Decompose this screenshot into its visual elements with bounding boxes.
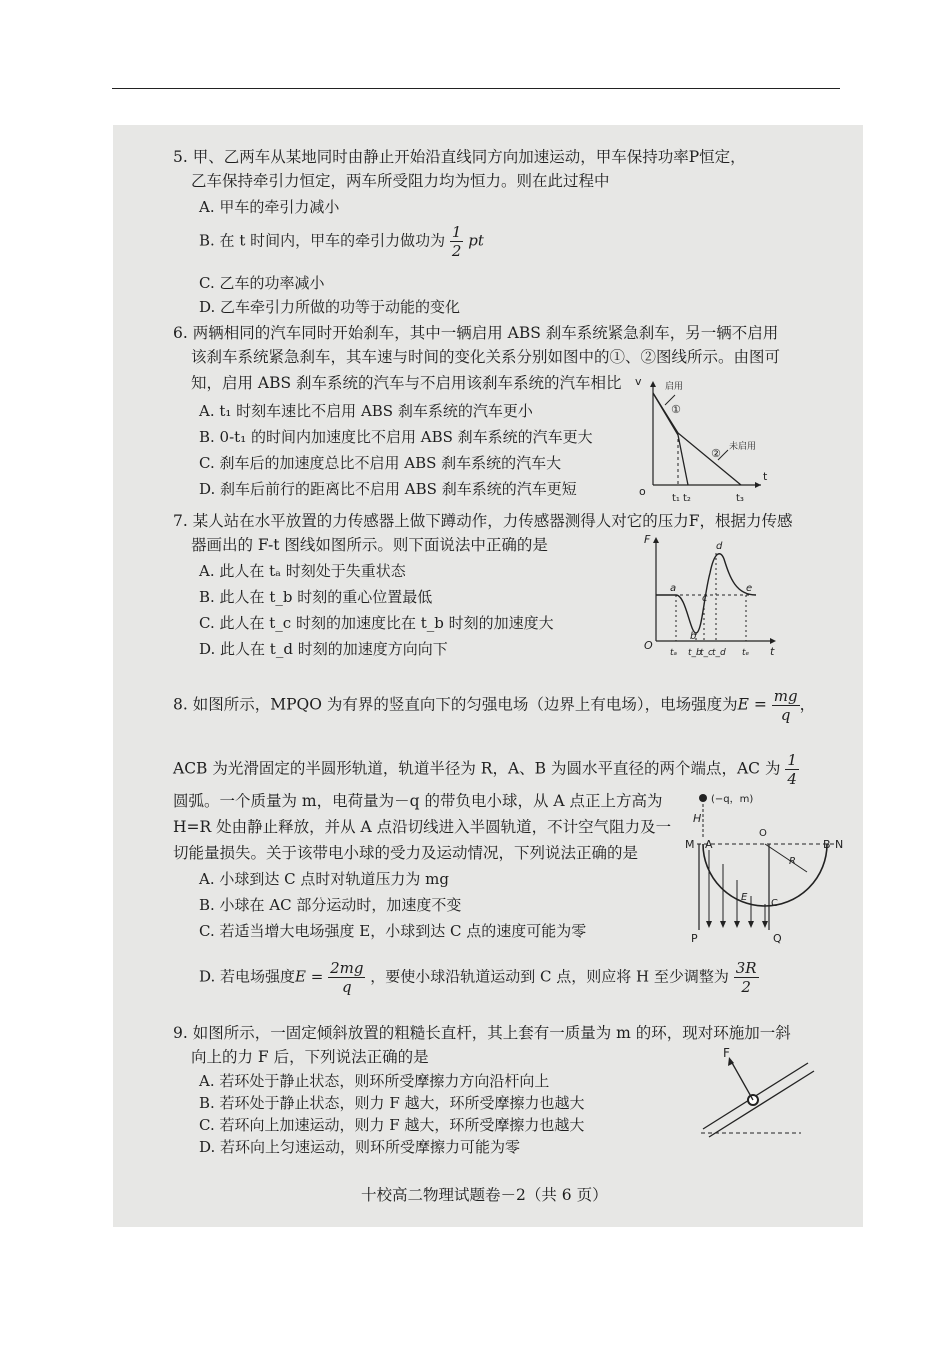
point-e-label: e: [746, 583, 753, 594]
q8-option-d: D. 若电场强度E = $\frac{2mg}{q}$ ，要使小球沿轨道运动到 C 点，则应将 H 至少调整为 $\frac{3R}{2}$: [199, 959, 757, 996]
q6-option-d: D. 刹车后前行的距离比不启用 ABS 刹车系统的汽车更短: [199, 480, 577, 498]
t3-label: t₃: [736, 493, 744, 504]
q8-line2: ACB 为光滑固定的半圆形轨道，轨道半径为 R，A、B 为圆水平直径的两个端点，AC 为 $\frac{1}{4}$: [173, 751, 797, 788]
q7-option-b: B. 此人在 t_b 时刻的重心位置最低: [199, 588, 433, 606]
M-label: M: [685, 838, 695, 851]
Q-label: Q: [773, 932, 782, 945]
q8-option-b: B. 小球在 AC 部分运动时，加速度不变: [199, 896, 462, 914]
F-label: F: [723, 1046, 730, 1060]
O-label: O: [759, 828, 767, 839]
curve-1-label: ①: [671, 403, 681, 416]
tb-label: t_b: [688, 648, 702, 658]
point-c-label: c: [702, 593, 708, 604]
F-axis-label: F: [644, 533, 651, 546]
q9-option-b: B. 若环处于静止状态，则力 F 越大，环所受摩擦力也越大: [199, 1094, 585, 1112]
A-label: A: [705, 838, 713, 851]
q8-option-c: C. 若适当增大电场强度 E，小球到达 C 点的速度可能为零: [199, 922, 587, 940]
t-axis-label: t: [770, 645, 775, 658]
te-label: tₑ: [742, 648, 750, 658]
q9-option-a: A. 若环处于静止状态，则环所受摩擦力方向沿杆向上: [199, 1072, 550, 1090]
q5-option-a: A. 甲车的牵引力减小: [199, 198, 340, 216]
v-axis-label: v: [635, 375, 642, 388]
point-a-label: a: [670, 583, 677, 594]
header-rule: [112, 88, 840, 89]
q5-option-b: B. 在 t 时间内，甲车的牵引力做功为 $\frac{1}{2}$ pt: [199, 223, 484, 260]
q5-line1: 5. 甲、乙两车从某地同时由静止开始沿直线同方向加速运动，甲车保持功率P恒定，: [173, 148, 746, 166]
q9-line2: 向上的力 F 后，下列说法正确的是: [191, 1048, 429, 1066]
q9-option-c: C. 若环向上加速运动，则力 F 越大，环所受摩擦力也越大: [199, 1116, 585, 1134]
q6-option-a: A. t₁ 时刻车速比不启用 ABS 刹车系统的汽车更小: [199, 402, 533, 420]
B-label: B: [823, 838, 831, 851]
q7-option-d: D. 此人在 t_d 时刻的加速度方向向下: [199, 640, 448, 658]
P-label: P: [691, 932, 698, 945]
q8-line4: H=R 处由静止释放，并从 A 点沿切线进入半圆轨道，不计空气阻力及一: [173, 818, 672, 836]
q8-line1: 8. 如图所示，MPQO 为有界的竖直向下的匀强电场（边界上有电场），电场强度为E = $\frac{mg}{q}$ ，: [173, 687, 816, 724]
E-label: E: [741, 892, 748, 903]
q7-option-a: A. 此人在 tₐ 时刻处于失重状态: [199, 562, 406, 580]
curve-2-label: ②: [711, 447, 721, 460]
q5-option-d: D. 乙车牵引力所做的功等于动能的变化: [199, 298, 461, 316]
q8-option-a: A. 小球到达 C 点时对轨道压力为 mg: [199, 870, 449, 888]
N-label: N: [835, 838, 844, 851]
label-qiyong: 启用: [665, 382, 684, 392]
q8-field-diagram: [673, 790, 843, 945]
page-footer: 十校高二物理试题卷－2（共 6 页）: [361, 1186, 608, 1204]
q7-option-c: C. 此人在 t_c 时刻的加速度比在 t_b 时刻的加速度大: [199, 614, 554, 632]
fraction-one-quarter: $\frac{1}{4}$: [787, 751, 797, 788]
q6-line3: 知，启用 ABS 刹车系统的汽车与不启用该刹车系统的汽车相比: [191, 374, 622, 392]
q7-line1: 7. 某人站在水平放置的力传感器上做下蹲动作，力传感器测得人对它的压力F，根据力传感: [173, 512, 793, 530]
tc-label: t_c: [700, 648, 713, 658]
q6-vt-graph: [623, 375, 768, 504]
t-axis-label: t: [763, 470, 768, 483]
H-label: H: [693, 812, 702, 825]
charge-label: (−q，m): [711, 794, 754, 805]
q8-line5: 切能量损失。关于该带电小球的受力及运动情况，下列说法正确的是: [173, 844, 639, 862]
origin-label: O: [644, 639, 653, 652]
q9-rod-diagram: [683, 1045, 833, 1140]
origin-label: o: [639, 485, 646, 498]
td-label: t_d: [712, 648, 726, 658]
q6-line1: 6. 两辆相同的汽车同时开始刹车，其中一辆启用 ABS 刹车系统紧急刹车，另一辆不启用: [173, 324, 779, 342]
q9-option-d: D. 若环向上匀速运动，则环所受摩擦力可能为零: [199, 1138, 521, 1156]
point-d-label: d: [716, 541, 723, 552]
q5-line2: 乙车保持牵引力恒定，两车所受阻力均为恒力。则在此过程中: [191, 172, 610, 190]
t2-label: t₂: [683, 493, 691, 504]
exam-page: [113, 125, 863, 1227]
fraction-3R-over-2: $\frac{3R}{2}$: [735, 959, 757, 996]
q6-option-c: C. 刹车后的加速度总比不启用 ABS 刹车系统的汽车大: [199, 454, 562, 472]
q7-line2: 器画出的 F-t 图线如图所示。则下面说法中正确的是: [191, 536, 548, 554]
q7-ft-graph: [638, 533, 778, 663]
point-b-label: b: [690, 631, 697, 642]
ta-label: tₐ: [670, 648, 678, 658]
R-label: R: [789, 856, 796, 867]
label-weiqiyong: 未启用: [729, 442, 757, 452]
C-label: C: [771, 898, 778, 909]
fraction-2mg-over-q: $\frac{2mg}{q}$: [330, 959, 364, 996]
fraction-one-half: $\frac{1}{2}$: [451, 223, 462, 260]
q6-line2: 该刹车系统紧急刹车，其车速与时间的变化关系分别如图中的①、②图线所示。由图可: [191, 348, 781, 366]
q5-option-c: C. 乙车的功率减小: [199, 274, 325, 292]
q9-line1: 9. 如图所示，一固定倾斜放置的粗糙长直杆，其上套有一质量为 m 的环，现对环施加一斜: [173, 1024, 791, 1042]
fraction-mg-over-q: $\frac{mg}{q}$: [773, 687, 798, 724]
q8-line3: 圆弧。一个质量为 m，电荷量为－q 的带负电小球，从 A 点正上方高为: [173, 792, 663, 810]
q6-option-b: B. 0-t₁ 的时间内加速度比不启用 ABS 刹车系统的汽车更大: [199, 428, 593, 446]
t1-label: t₁: [672, 493, 680, 504]
